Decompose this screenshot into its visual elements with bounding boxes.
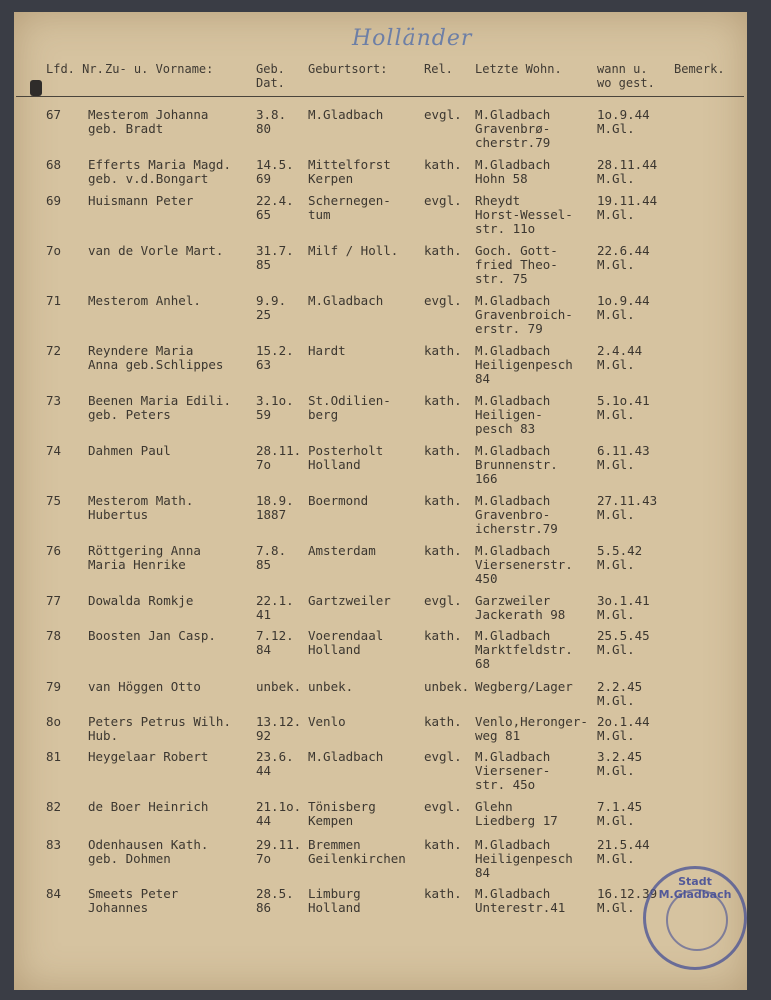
cell-rel: kath. <box>424 714 462 729</box>
cell-nr: 73 <box>46 393 62 408</box>
cell-ort: Amsterdam <box>308 543 376 558</box>
cell-geb: 7.8. 85 <box>256 543 287 572</box>
cell-wohn: M.Gladbach Viersenerstr. 450 <box>475 543 573 586</box>
cell-ort: St.Odilien- berg <box>308 393 391 422</box>
cell-gest: 27.11.43 M.Gl. <box>597 493 658 522</box>
cell-nr: 67 <box>46 107 62 122</box>
cell-geb: 3.1o. 59 <box>256 393 294 422</box>
cell-ort: M.Gladbach <box>308 749 384 764</box>
punch-hole <box>30 80 42 96</box>
cell-ort: Milf / Holl. <box>308 243 399 258</box>
cell-ort: Boermond <box>308 493 369 508</box>
cell-name: Mesterom Anhel. <box>88 293 201 308</box>
cell-geb: 31.7. 85 <box>256 243 294 272</box>
cell-gest: 2o.1.44 M.Gl. <box>597 714 650 743</box>
cell-rel: kath. <box>424 543 462 558</box>
cell-name: Dahmen Paul <box>88 443 171 458</box>
cell-rel: kath. <box>424 157 462 172</box>
cell-nr: 79 <box>46 679 62 694</box>
cell-geb: 7.12. 84 <box>256 628 294 657</box>
cell-name: Dowalda Romkje <box>88 593 194 608</box>
cell-gest: 5.1o.41 M.Gl. <box>597 393 650 422</box>
cell-gest: 3o.1.41 M.Gl. <box>597 593 650 622</box>
cell-ort: M.Gladbach <box>308 293 384 308</box>
cell-wohn: M.Gladbach Gravenbroich- erstr. 79 <box>475 293 573 336</box>
cell-name: Reyndere Maria Anna geb.Schlippes <box>88 343 224 372</box>
cell-rel: kath. <box>424 837 462 852</box>
cell-wohn: Glehn Liedberg 17 <box>475 799 558 828</box>
cell-rel: unbek. <box>424 679 470 694</box>
cell-geb: 22.1. 41 <box>256 593 294 622</box>
cell-rel: kath. <box>424 493 462 508</box>
cell-wohn: M.Gladbach Unterestr.41 <box>475 886 566 915</box>
cell-geb: unbek. <box>256 679 302 694</box>
cell-wohn: M.Gladbach Brunnenstr. 166 <box>475 443 558 486</box>
cell-name: Efferts Maria Magd. geb. v.d.Bongart <box>88 157 231 186</box>
col-header-rel: Rel. <box>424 62 453 76</box>
cell-nr: 77 <box>46 593 62 608</box>
cell-wohn: M.Gladbach Gravenbro- icherstr.79 <box>475 493 558 536</box>
col-header-name: Zu- u. Vorname: <box>105 62 214 76</box>
cell-nr: 7o <box>46 243 62 258</box>
col-header-geb: Geb. Dat. <box>256 62 285 90</box>
cell-ort: Bremmen Geilenkirchen <box>308 837 406 866</box>
cell-nr: 74 <box>46 443 62 458</box>
cell-name: Huismann Peter <box>88 193 194 208</box>
cell-geb: 29.11. 7o <box>256 837 302 866</box>
cell-gest: 16.12.39 M.Gl. <box>597 886 658 915</box>
cell-geb: 21.1o. 44 <box>256 799 302 828</box>
cell-wohn: Venlo,Heronger- weg 81 <box>475 714 588 743</box>
cell-geb: 28.5. 86 <box>256 886 294 915</box>
cell-geb: 28.11. 7o <box>256 443 302 472</box>
cell-name: van de Vorle Mart. <box>88 243 224 258</box>
cell-nr: 68 <box>46 157 62 172</box>
cell-rel: evgl. <box>424 749 462 764</box>
cell-wohn: Rheydt Horst-Wessel- str. 11o <box>475 193 573 236</box>
cell-wohn: Garzweiler Jackerath 98 <box>475 593 566 622</box>
cell-ort: Tönisberg Kempen <box>308 799 376 828</box>
cell-gest: 19.11.44 M.Gl. <box>597 193 658 222</box>
cell-name: van Höggen Otto <box>88 679 201 694</box>
cell-rel: evgl. <box>424 799 462 814</box>
col-header-ort: Geburtsort: <box>308 62 388 76</box>
cell-wohn: Wegberg/Lager <box>475 679 573 694</box>
cell-gest: 6.11.43 M.Gl. <box>597 443 650 472</box>
stamp-text: Stadt M.Gladbach <box>658 875 732 901</box>
cell-gest: 2.2.45 M.Gl. <box>597 679 643 708</box>
cell-gest: 7.1.45 M.Gl. <box>597 799 643 828</box>
cell-geb: 23.6. 44 <box>256 749 294 778</box>
cell-nr: 8o <box>46 714 62 729</box>
cell-rel: evgl. <box>424 193 462 208</box>
cell-gest: 22.6.44 M.Gl. <box>597 243 650 272</box>
cell-nr: 71 <box>46 293 62 308</box>
cell-name: Smeets Peter Johannes <box>88 886 179 915</box>
cell-wohn: M.Gladbach Heiligenpesch 84 <box>475 343 573 386</box>
cell-geb: 9.9. 25 <box>256 293 287 322</box>
cell-name: de Boer Heinrich <box>88 799 209 814</box>
cell-name: Beenen Maria Edili. geb. Peters <box>88 393 231 422</box>
cell-name: Odenhausen Kath. geb. Dohmen <box>88 837 209 866</box>
cell-rel: kath. <box>424 443 462 458</box>
cell-nr: 84 <box>46 886 62 901</box>
cell-rel: kath. <box>424 628 462 643</box>
cell-name: Mesterom Johanna geb. Bradt <box>88 107 209 136</box>
cell-geb: 18.9. 1887 <box>256 493 294 522</box>
official-stamp <box>643 866 747 970</box>
col-header-gest: wann u. wo gest. <box>597 62 655 90</box>
cell-rel: evgl. <box>424 293 462 308</box>
cell-wohn: M.Gladbach Heiligenpesch 84 <box>475 837 573 880</box>
cell-ort: Limburg Holland <box>308 886 361 915</box>
cell-gest: 25.5.45 M.Gl. <box>597 628 650 657</box>
cell-rel: evgl. <box>424 593 462 608</box>
cell-rel: evgl. <box>424 107 462 122</box>
cell-rel: kath. <box>424 343 462 358</box>
cell-name: Boosten Jan Casp. <box>88 628 216 643</box>
cell-rel: kath. <box>424 243 462 258</box>
cell-ort: M.Gladbach <box>308 107 384 122</box>
cell-ort: Venlo <box>308 714 346 729</box>
cell-name: Peters Petrus Wilh. Hub. <box>88 714 231 743</box>
cell-gest: 5.5.42 M.Gl. <box>597 543 643 572</box>
cell-nr: 76 <box>46 543 62 558</box>
cell-name: Röttgering Anna Maria Henrike <box>88 543 201 572</box>
cell-ort: Schernegen- tum <box>308 193 391 222</box>
cell-nr: 72 <box>46 343 62 358</box>
cell-ort: Posterholt Holland <box>308 443 384 472</box>
cell-ort: Gartzweiler <box>308 593 391 608</box>
cell-gest: 21.5.44 M.Gl. <box>597 837 650 866</box>
cell-ort: unbek. <box>308 679 354 694</box>
cell-ort: Hardt <box>308 343 346 358</box>
cell-nr: 78 <box>46 628 62 643</box>
cell-ort: Voerendaal Holland <box>308 628 384 657</box>
cell-wohn: Goch. Gott- fried Theo- str. 75 <box>475 243 558 286</box>
cell-geb: 13.12. 92 <box>256 714 302 743</box>
col-header-bemerk: Bemerk. <box>674 62 725 76</box>
cell-wohn: M.Gladbach Hohn 58 <box>475 157 551 186</box>
cell-geb: 15.2. 63 <box>256 343 294 372</box>
cell-geb: 14.5. 69 <box>256 157 294 186</box>
cell-geb: 3.8. 80 <box>256 107 287 136</box>
cell-gest: 1o.9.44 M.Gl. <box>597 293 650 322</box>
stamp-seal <box>666 889 728 951</box>
cell-nr: 83 <box>46 837 62 852</box>
cell-ort: Mittelforst Kerpen <box>308 157 391 186</box>
cell-wohn: M.Gladbach Marktfeldstr. 68 <box>475 628 573 671</box>
cell-gest: 2.4.44 M.Gl. <box>597 343 643 372</box>
cell-wohn: M.Gladbach Viersener- str. 45o <box>475 749 551 792</box>
cell-nr: 82 <box>46 799 62 814</box>
cell-name: Mesterom Math. Hubertus <box>88 493 194 522</box>
cell-gest: 3.2.45 M.Gl. <box>597 749 643 778</box>
cell-wohn: M.Gladbach Gravenbrø- cherstr.79 <box>475 107 551 150</box>
col-header-wohn: Letzte Wohn. <box>475 62 562 76</box>
cell-nr: 75 <box>46 493 62 508</box>
cell-rel: kath. <box>424 886 462 901</box>
cell-gest: 1o.9.44 M.Gl. <box>597 107 650 136</box>
cell-name: Heygelaar Robert <box>88 749 209 764</box>
cell-geb: 22.4. 65 <box>256 193 294 222</box>
document-heading: Holländer <box>352 26 473 51</box>
header-rule <box>16 96 744 97</box>
cell-nr: 69 <box>46 193 62 208</box>
col-header-nr: Lfd. Nr. <box>46 62 104 76</box>
cell-wohn: M.Gladbach Heiligen- pesch 83 <box>475 393 551 436</box>
cell-nr: 81 <box>46 749 62 764</box>
cell-gest: 28.11.44 M.Gl. <box>597 157 658 186</box>
cell-rel: kath. <box>424 393 462 408</box>
